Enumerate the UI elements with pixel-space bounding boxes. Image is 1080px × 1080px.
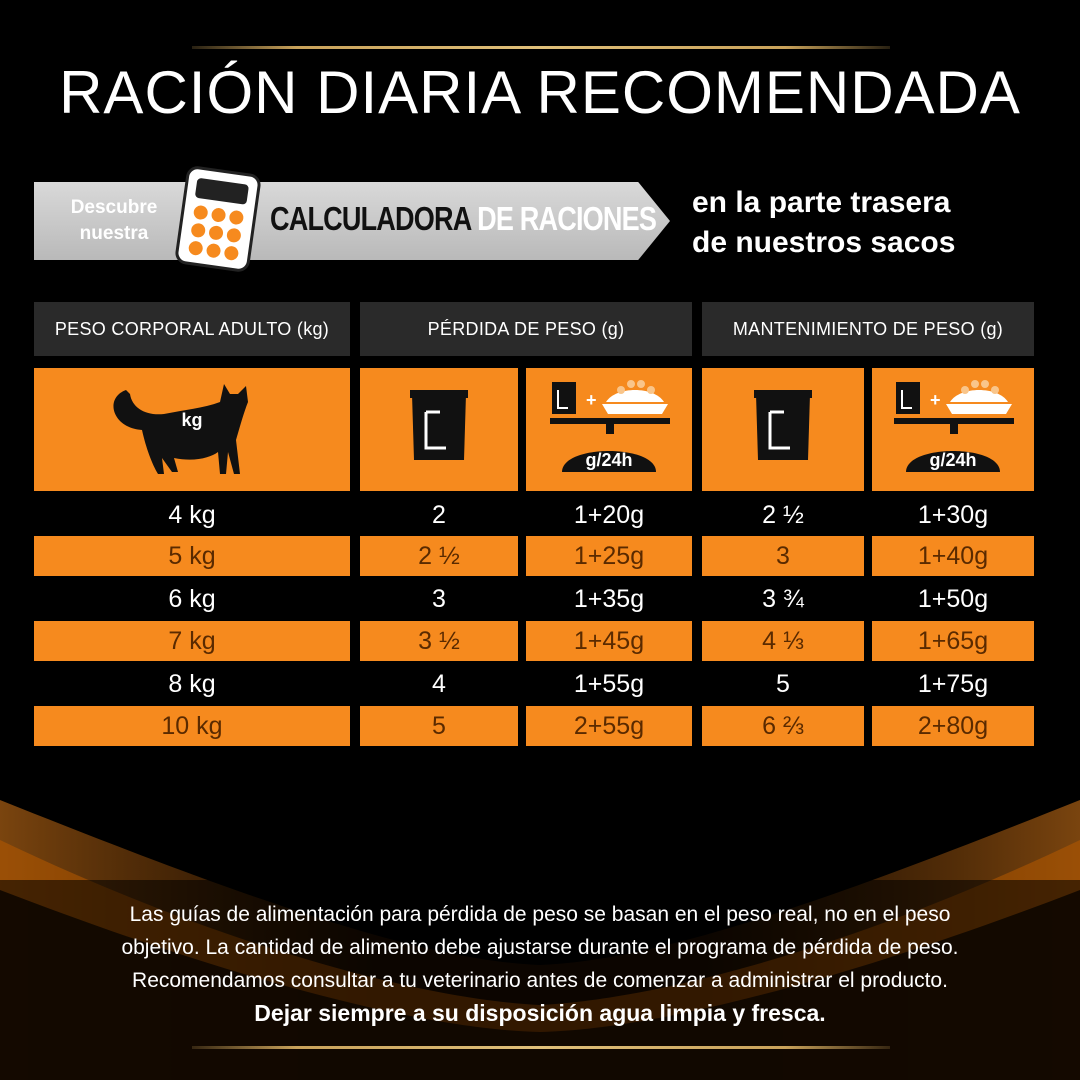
cell-weight: 6 kg: [168, 585, 216, 613]
maint-per-day-label: g/24h: [929, 450, 977, 470]
cell-weight: 10 kg: [34, 706, 350, 746]
banner-tail-line1: en la parte trasera: [692, 186, 951, 219]
cell-loss-mixed: 1+20g: [573, 501, 645, 529]
pouch-plus-kibble-scale-icon: [872, 368, 1034, 491]
cat-icon: [34, 368, 350, 491]
cell-loss-pouch: 5: [360, 706, 518, 746]
calculator-icon: [172, 165, 264, 273]
header-maintenance: MANTENIMIENTO DE PESO (g): [702, 302, 1034, 356]
banner-prefix: [44, 195, 184, 247]
banner-calculator-title: [270, 200, 656, 238]
cell-maint-pouch: 5: [776, 670, 790, 698]
table-row: [0, 536, 1080, 576]
cell-maint-mixed: 2+80g: [872, 706, 1034, 746]
cell-maint-pouch: 3: [702, 536, 864, 576]
loss-per-day-label: g/24h: [585, 450, 633, 470]
svg-text:+: +: [930, 390, 941, 410]
icon-cell-loss-mixed: [526, 368, 692, 491]
cell-loss-mixed: 1+35g: [573, 585, 645, 613]
cell-loss-mixed: 1+45g: [526, 621, 692, 661]
table-row: [0, 706, 1080, 746]
cell-maint-mixed: 1+50g: [917, 585, 989, 613]
cell-maint-pouch: 2 ½: [762, 501, 804, 529]
cell-loss-mixed: 2+55g: [526, 706, 692, 746]
page-title: RACIÓN DIARIA RECOMENDADA: [59, 59, 1021, 126]
pouch-icon: [702, 368, 864, 491]
cat-unit-label: kg: [181, 410, 203, 430]
cell-maint-mixed: 1+30g: [917, 501, 989, 529]
cell-loss-pouch: 3: [432, 585, 446, 613]
banner-tail-line2: de nuestros sacos: [692, 226, 956, 259]
cell-maint-mixed: 1+65g: [872, 621, 1034, 661]
cell-maint-pouch: 3 ¾: [762, 585, 804, 613]
banner-prefix-line2: nuestra: [79, 223, 149, 244]
icon-cell-maint-mixed: [872, 368, 1034, 491]
table-row: [0, 621, 1080, 661]
cell-loss-pouch: 3 ½: [360, 621, 518, 661]
cell-loss-mixed: 1+55g: [573, 670, 645, 698]
cell-loss-mixed: 1+25g: [526, 536, 692, 576]
header-weight: PESO CORPORAL ADULTO (kg): [34, 302, 350, 356]
table-row: [0, 579, 1080, 619]
cell-loss-pouch: 2: [432, 501, 446, 529]
icon-cell-maint-pouch: [702, 368, 864, 491]
table-row: [0, 664, 1080, 704]
cell-loss-pouch: 4: [432, 670, 446, 698]
cell-loss-pouch: 2 ½: [360, 536, 518, 576]
top-divider: [192, 46, 890, 49]
footer-line1: Las guías de alimentación para pérdida de peso se basan en el peso real, no en el peso: [129, 903, 951, 926]
icon-cell-cat: [34, 368, 350, 491]
svg-text:+: +: [586, 390, 597, 410]
bottom-divider: [192, 1046, 890, 1049]
cell-maint-pouch: 6 ⅔: [702, 706, 864, 746]
banner-prefix-line1: Descubre: [70, 197, 158, 218]
pouch-plus-kibble-scale-icon: [526, 368, 692, 491]
table-row: [0, 495, 1080, 535]
cell-weight: 8 kg: [168, 670, 216, 698]
footer-water-note: Dejar siempre a su disposición agua limpia y fresca.: [254, 1000, 826, 1026]
cell-weight: 4 kg: [168, 501, 216, 529]
banner-calc-part1: CALCULADORA: [270, 200, 471, 237]
banner-calc-part2: DE RACIONES: [477, 200, 657, 237]
banner-tail: [692, 183, 955, 263]
cell-weight: 5 kg: [34, 536, 350, 576]
footer-notes: [20, 898, 1060, 1030]
footer-line3: Recomendamos consultar a tu veterinario antes de comenzar a administrar el producto.: [132, 969, 948, 992]
header-weight-loss: PÉRDIDA DE PESO (g): [360, 302, 692, 356]
footer-line2: objetivo. La cantidad de alimento debe ajustarse durante el programa de pérdida de peso.: [121, 936, 959, 959]
cell-maint-pouch: 4 ⅓: [702, 621, 864, 661]
cell-maint-mixed: 1+40g: [872, 536, 1034, 576]
cell-weight: 7 kg: [34, 621, 350, 661]
pouch-icon: [360, 368, 518, 491]
cell-maint-mixed: 1+75g: [917, 670, 989, 698]
icon-cell-loss-pouch: [360, 368, 518, 491]
